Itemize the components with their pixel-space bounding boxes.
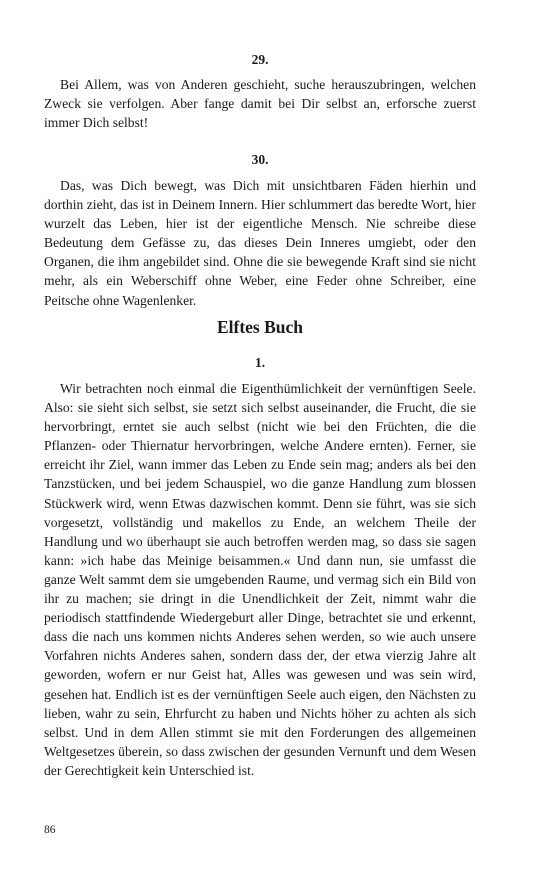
section-30-paragraph: Das, was Dich bewegt, was Dich mit unsichtbaren Fäden hierhin und dorthin zieht, das ist in Deinem Innern. Hier schlummert das beredte Wort, hier wurzelt das Leben, hier ist der eigentliche Mensch. Nie schreibe diese Bedeutung dem Gefässe zu, das dieses Dein Inneres umgiebt, oder den Organen, die ihm angebildet sind. Ohne die sie bewegende Kraft sind sie nicht mehr, als ein Weberschiff ohne Weber, eine Feder ohne Schreiber, eine Peitsche ohne Wagenlenker. — [44, 178, 476, 308]
book-section-number-1: 1. — [254, 355, 266, 370]
book-title: Elftes Buch — [216, 317, 304, 337]
section-29-paragraph: Bei Allem, was von Anderen geschieht, suche herauszubringen, welchen Zweck sie verfolgen. Aber fange damit bei Dir selbst an, erforsche zuerst immer Dich selbst! — [44, 77, 476, 131]
section-number-29: 29. — [251, 52, 269, 67]
book-section-1-paragraph: Wir betrachten noch einmal die Eigenthümlichkeit der vernünftigen Seele. Also: sie sieht sich selbst, sie setzt sich selbst auseinander, die Frucht, die sie hervorbringt, erntet sie auch selbst (nicht wie bei den Früchten, die die Pflanzen- oder Thiernatur hervorbringen, welche Andere ernten). Ferner, sie erreicht ihr Ziel, wann immer das Leben zu Ende sein mag; anders als bei den Tanzstücken, und bei jedem Schauspiel, wo die ganze Handlung zum blossen Stückwerk wird, wenn Etwas dazwischen kommt. Denn sie führt, was sie sich vorgesetzt, vollständig und makellos zu Ende, an welchem Theile der Handlung und wo überhaupt sie auch betroffen werden mag, so dass sie sagen kann: »ich habe das Meinige beisammen.« Und dann nun, sie umfasst die ganze Welt sammt dem sie umgebenden Raume, und vermag sich ein Bild von ihr zu machen; sie dringt in die Unendlichkeit der Zeit, nimmt wahr die periodisch stattfindende Wiedergeburt aller Dinge, betrachtet sie und erkennt, dass die nach uns kommen nichts Anderes sehen werden, so wie auch unsere Vorfahren nichts Anderes sahen, sondern dass der, der etwa vierzig Jahre alt geworden, wofern er nur Geist hat, Alles was gewesen und was sein wird, gesehen hat. Endlich ist es der vernünftigen Seele auch eigen, den Nächsten zu lieben, wahr zu sein, Ehrfurcht zu haben und Nichts höher zu achten als sich selbst. Und in dem Allen stimmt sie mit den Forderungen des allgemeinen Weltgesetzes überein, so dass zwischen der gesunden Vernunft und dem Wesen der Gerechtigkeit kein Unterschied ist. — [44, 381, 476, 778]
page-number: 86 — [44, 824, 56, 836]
section-number-30: 30. — [251, 152, 269, 167]
